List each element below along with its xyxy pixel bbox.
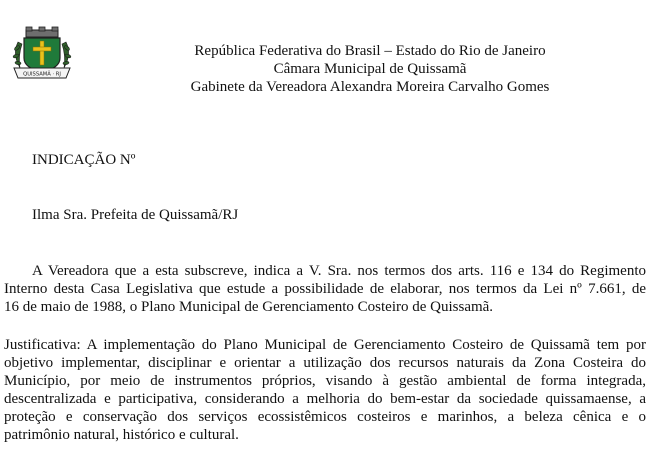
ribbon-text: QUISSAMÃ · RJ (23, 71, 61, 78)
shield-icon (24, 38, 60, 72)
paragraph-line: Município, por meio de instrumentos próprios, visando à gestão ambiental de forma integrada, (4, 373, 646, 389)
paragraph-line: 16 de maio de 1988, o Plano Municipal de Gerenciamento Costeiro de Quissamã. (4, 299, 494, 315)
ribbon-icon (14, 68, 70, 78)
letterhead-line-republic: República Federativa do Brasil – Estado do Rio de Janeiro (194, 43, 546, 59)
body-paragraph-request (4, 262, 646, 316)
addressee: Ilma Sra. Prefeita de Quissamã/RJ (32, 207, 239, 223)
paragraph-line: Interno desta Casa Legislativa que estude a possibilidade de elaborar, nos termos da Lei nº 7.661, de (4, 281, 646, 297)
letterhead (90, 42, 650, 96)
paragraph-line: A Vereadora que a esta subscreve, indica a V. Sra. nos termos dos arts. 116 e 134 do Regimento (32, 263, 646, 279)
paragraph-line: objetivo implementar, disciplinar e orientar a utilização dos recursos naturais da Zona Costeira do (4, 355, 646, 371)
letterhead-line-chamber: Câmara Municipal de Quissamã (273, 61, 467, 77)
paragraph-line: patrimônio natural, histórico e cultural. (4, 427, 239, 443)
body-paragraph-justification (4, 336, 646, 444)
paragraph-line: Justificativa: A implementação do Plano Municipal de Gerenciamento Costeiro de Quissamã tem por (4, 337, 646, 353)
crown-icon (26, 27, 58, 37)
municipal-crest-icon (8, 26, 76, 80)
document-title: INDICAÇÃO Nº (32, 152, 136, 168)
letterhead-line-office: Gabinete da Vereadora Alexandra Moreira Carvalho Gomes (190, 79, 550, 95)
paragraph-line: descentralizada e participativa, considerando a melhoria do bem-estar da sociedade quissamaense, a (4, 391, 646, 407)
paragraph-line: proteção e conservação dos serviços ecossistêmicos costeiros e marinhos, a beleza cênica e o (4, 409, 646, 425)
